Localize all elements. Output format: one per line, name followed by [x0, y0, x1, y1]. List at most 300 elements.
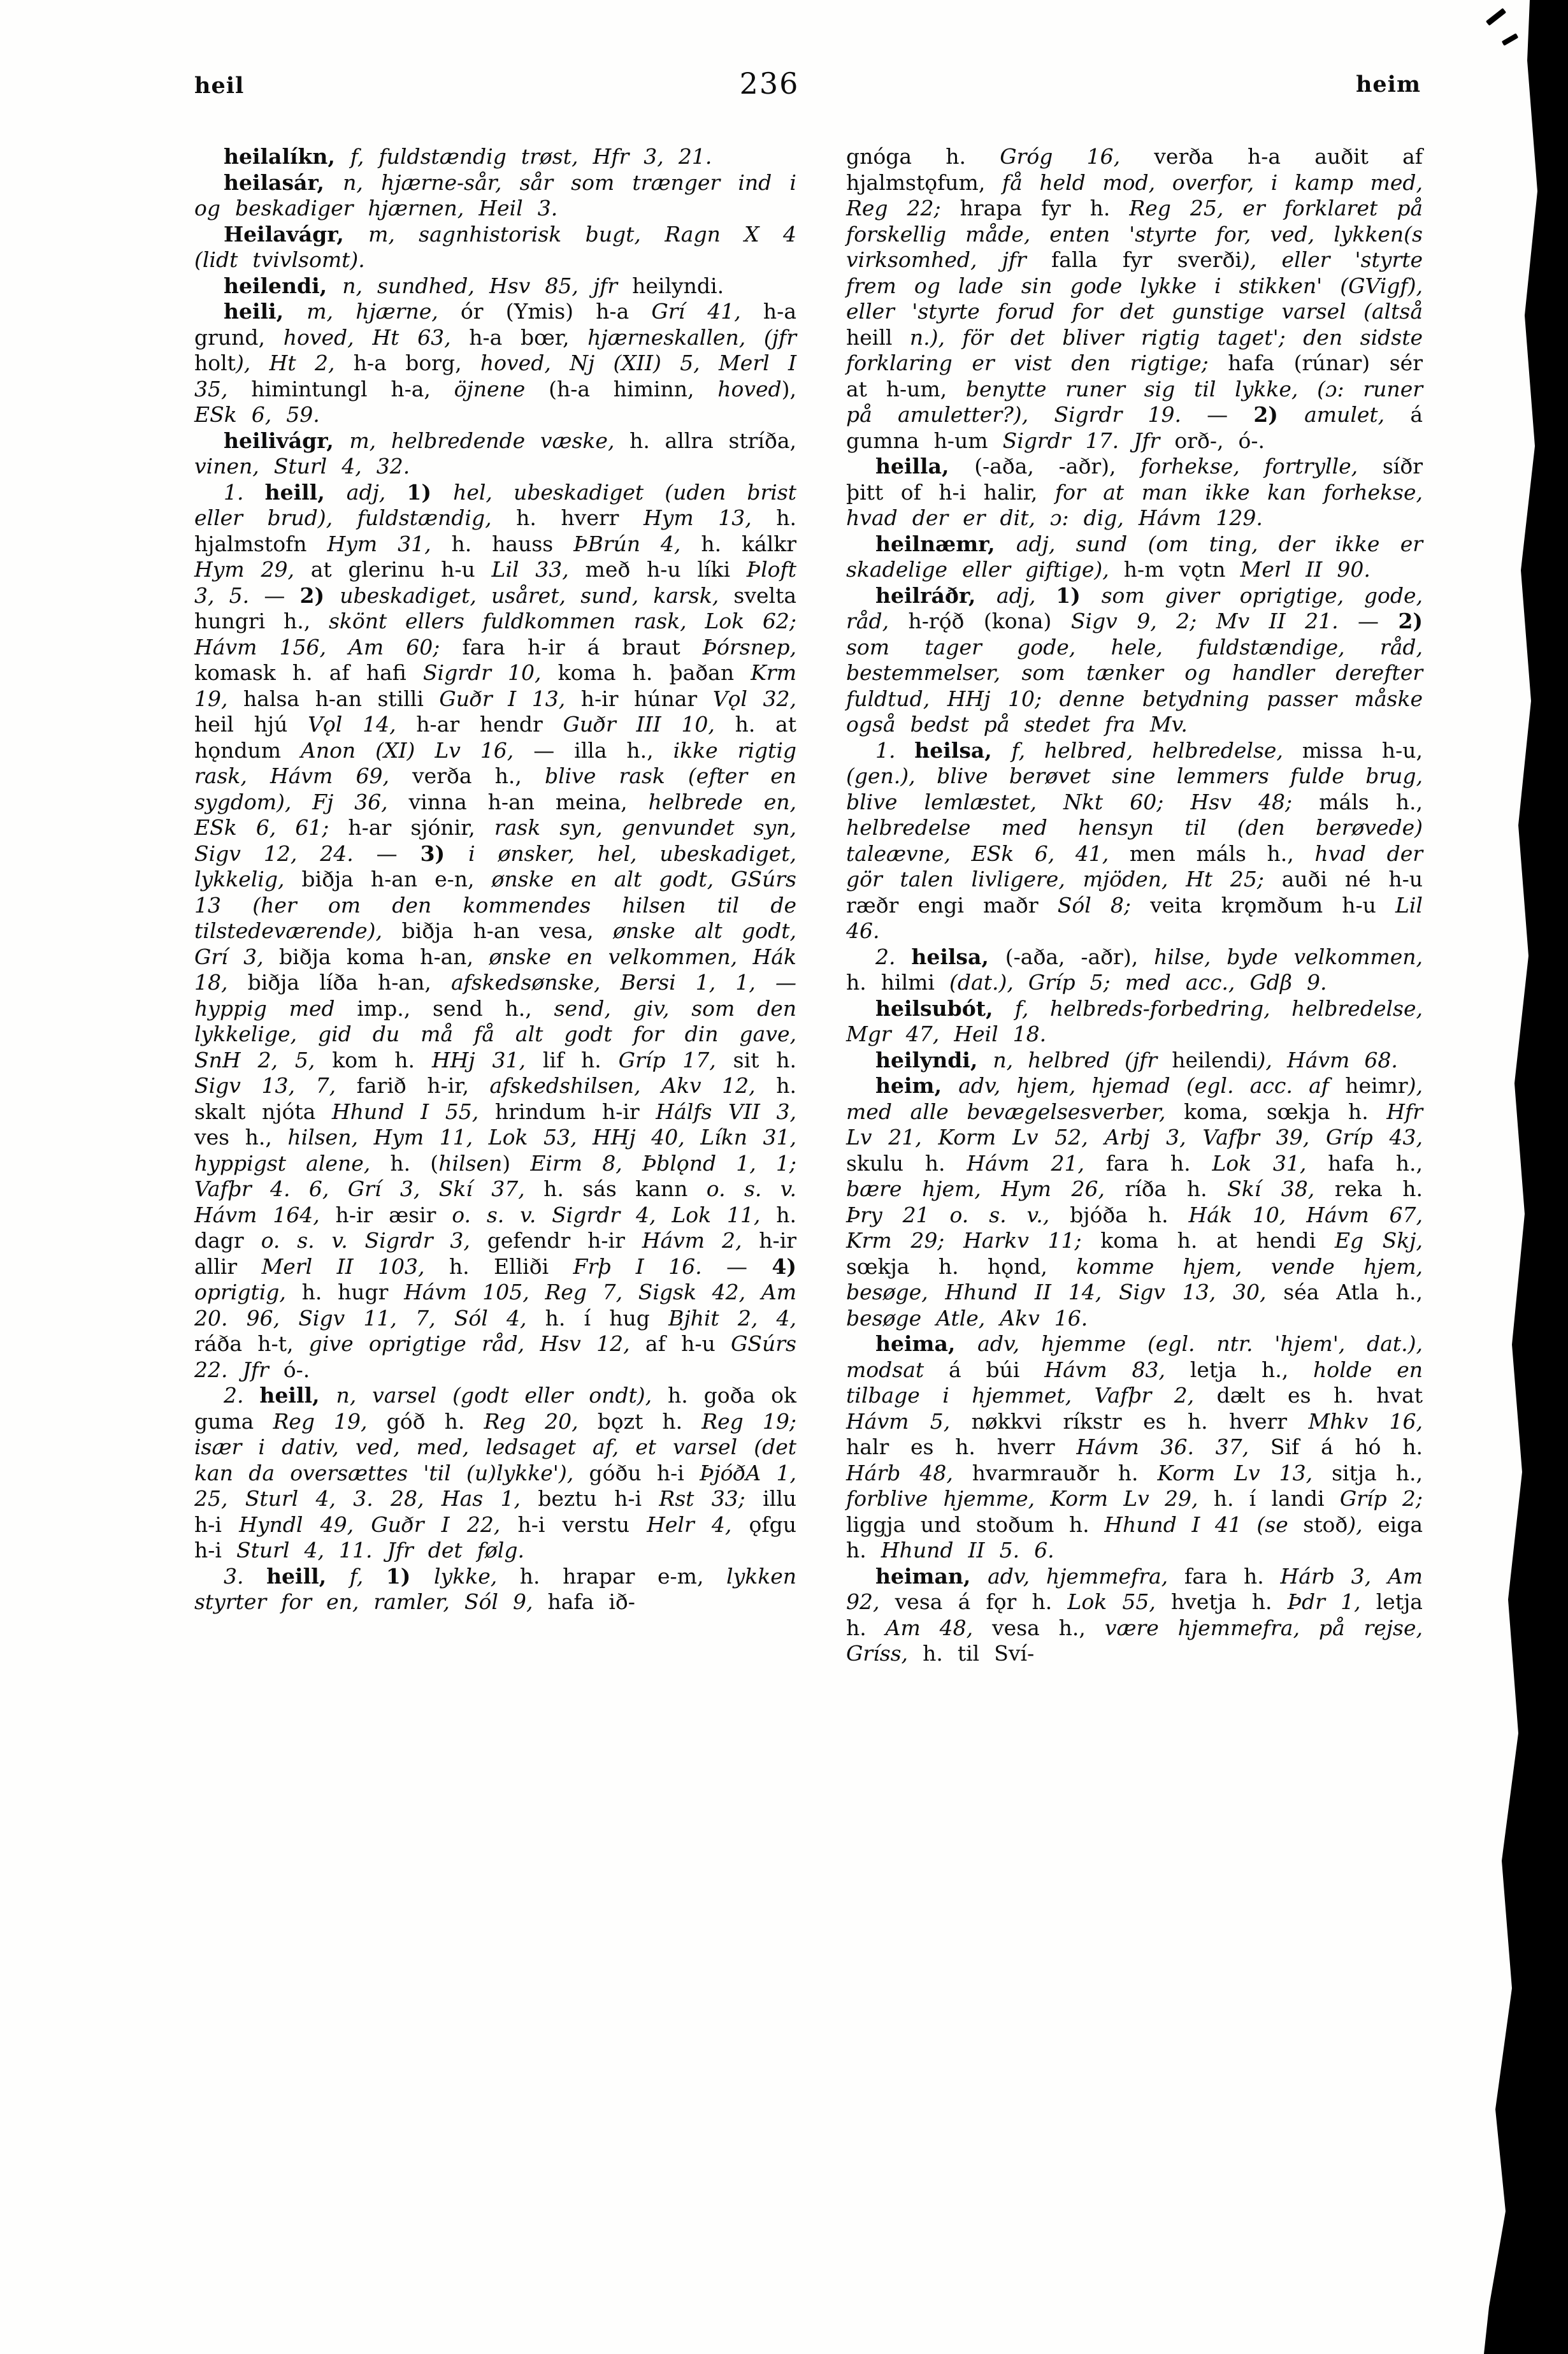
entry-text: men máls h.,	[1129, 841, 1315, 866]
dictionary-entry	[194, 273, 796, 300]
entry-text: séa Atla h.,	[1283, 1280, 1423, 1304]
entry-text: letja h.,	[1190, 1357, 1314, 1382]
entry-text: Gróg 16,	[1000, 144, 1154, 169]
entry-text: Sigrdr 10,	[422, 660, 558, 685]
entry-text: fara h-ir á braut	[462, 634, 703, 660]
headword: heilalíkn,	[224, 144, 350, 169]
entry-text: HHj 31,	[431, 1047, 543, 1072]
entry-text: heill	[846, 324, 910, 350]
entry-text: n, helbred (jfr	[993, 1047, 1172, 1072]
entry-text: biðja líða h-an,	[247, 970, 451, 995]
entry-text: með h-u líki	[585, 557, 747, 582]
entry-text: himintungl h-a,	[251, 376, 454, 401]
entry-text: (h-a himinn,	[549, 376, 718, 401]
scan-speck	[1486, 8, 1506, 25]
entry-text: vesa h.,	[992, 1615, 1105, 1640]
entry-text: falla fyr sverði	[1051, 247, 1242, 272]
entry-text: for at man ikke kan forhekse, hvad der er dit, ɔ: dig, Hávm 129.	[846, 479, 1423, 530]
entry-text: öjnene	[454, 376, 549, 401]
entry-text: Hárb 3, Am 92,	[846, 1563, 1423, 1614]
entry-text: 3.	[224, 1563, 267, 1589]
headword: heilsubót,	[875, 995, 1015, 1021]
entry-text: liggja und stoðum h.	[846, 1512, 1105, 1537]
entry-text: ÞjóðA 1, 25, Sturl 4, 3. 28, Has 1,	[194, 1460, 796, 1511]
entry-text: h. hrapar e-m,	[519, 1563, 727, 1589]
entry-text: biðja koma h-an,	[279, 944, 489, 969]
entry-text: Hym 31,	[327, 531, 452, 556]
entry-text: eiga h.	[846, 1512, 1423, 1563]
entry-text: h. til Sví-	[923, 1641, 1035, 1666]
entry-text: (-aða, -aðr),	[974, 454, 1141, 479]
entry-text: auði né h-u ræðr engi maðr	[846, 867, 1423, 918]
entry-text: halr es h. hverr	[846, 1434, 1077, 1459]
headword: heill,	[264, 479, 347, 505]
entry-text: á gumna h-um	[846, 402, 1423, 453]
entry-text: )	[502, 1150, 531, 1176]
entry-text: ønske en alt godt, GSúrs 13 (her om den kommendes hilsen til de tilstedeværende),	[194, 867, 796, 943]
entry-text: h. hilmi	[846, 970, 950, 995]
entry-text: h-ir allir	[194, 1228, 797, 1279]
entry-text: h. skalt njóta	[194, 1073, 796, 1124]
entry-text: h. Elliði	[449, 1253, 573, 1279]
entry-text: bǫzt h.	[597, 1408, 702, 1434]
entry-text: góðu h-i	[589, 1460, 700, 1485]
entry-text: h-ir æsir	[335, 1202, 452, 1227]
entry-text: Guðr III 10,	[563, 712, 735, 737]
entry-text: m, helbredende væske,	[349, 428, 630, 453]
entry-text: Hfr Lv 21, Korm Lv 52, Arbj 3, Vafþr 39, Gríp 43,	[846, 1099, 1423, 1150]
entry-text: helbredelse med hensyn til (den berøvede) taleævne, ESk 6, 41,	[846, 815, 1423, 866]
entry-text: vesa á fǫr h.	[895, 1589, 1068, 1614]
entry-text: helbrede en, ESk 6, 61;	[194, 789, 796, 840]
entry-text: Sigv 9, 2; Mv II 21.	[1070, 609, 1358, 633]
entry-text: ves h.,	[194, 1125, 288, 1150]
entry-text: adv, hjemme (egl. ntr. 'hjem', dat.), modsat	[846, 1331, 1423, 1382]
entry-text: biðja h-an e-n,	[301, 867, 492, 892]
entry-text: verða h-a auðit af hjalmstǫfum,	[846, 144, 1423, 195]
dictionary-entry	[846, 1331, 1423, 1564]
headword: heilasár,	[224, 170, 343, 195]
entry-text: dælt es h. hvat	[1216, 1383, 1423, 1408]
dictionary-entry	[846, 944, 1423, 996]
entry-text: afskedsønske, Bersi 1, 1, — hyppig med	[194, 970, 797, 1021]
running-head-left: heil	[194, 73, 245, 99]
headword: heim,	[875, 1073, 959, 1098]
entry-text: Hhund I 41 (se	[1104, 1512, 1304, 1537]
entry-text: hoved, Ht 63,	[283, 324, 470, 350]
entry-text: Korm Lv 13,	[1157, 1460, 1332, 1485]
entry-text: Hym 13,	[643, 505, 777, 530]
entry-text: vinen, Sturl 4, 32.	[194, 454, 410, 479]
entry-text: forhekse, fortrylle,	[1140, 454, 1383, 479]
entry-text: holt	[194, 350, 236, 375]
entry-text: 2.	[224, 1383, 260, 1408]
dictionary-entry	[846, 144, 1423, 454]
entry-text: hilsen	[438, 1150, 503, 1176]
dictionary-entry	[846, 531, 1423, 583]
entry-text: hafa h.,	[1328, 1150, 1423, 1176]
entry-text: reka h.	[1334, 1176, 1423, 1201]
entry-text: Vǫl 14,	[308, 712, 417, 737]
entry-text: Hhund II 5. 6.	[881, 1538, 1054, 1563]
entry-text: ),	[1348, 1512, 1378, 1537]
entry-text: gnóga h.	[846, 144, 1000, 169]
entry-text: Eirm 8, Þblǫnd 1, 1; Vafþr 4. 6, Grí 3, Skí 37,	[194, 1150, 797, 1201]
headword: heiman,	[875, 1563, 988, 1589]
entry-text: Am 48,	[885, 1615, 993, 1640]
running-head-right: heim	[1355, 71, 1421, 97]
entry-text: komask h. af hafi	[194, 660, 423, 685]
entry-text: heilendi	[1172, 1047, 1258, 1072]
entry-text: Hávm 36. 37,	[1076, 1434, 1270, 1459]
entry-text: Guðr I 13,	[439, 686, 581, 711]
entry-text: hel, ubeskadiget (uden brist eller brud), fuldstændig,	[194, 479, 796, 530]
entry-text: hrindum h-ir	[494, 1099, 656, 1124]
entry-text: Hym 29,	[194, 557, 311, 582]
entry-text: Mhkv 16,	[1308, 1408, 1423, 1434]
entry-text: hjærneskallen, (jfr	[587, 324, 796, 350]
entry-text: heil hjú	[194, 712, 308, 737]
entry-text: stoð	[1303, 1512, 1348, 1537]
entry-text: Reg 25, er forklaret på forskellig måde, enten 'styrte for, ved, lykken(s virksomhed, jfr	[846, 196, 1423, 272]
entry-text: h-rǫ́ð (kona)	[908, 609, 1071, 633]
entry-text: Lok 55,	[1067, 1589, 1172, 1614]
entry-text: Merl II 90.	[1240, 557, 1370, 582]
entry-text: o. s. v. Sigrdr 4, Lok 11,	[452, 1202, 777, 1227]
entry-text: adv, hjemmefra,	[988, 1563, 1184, 1589]
entry-text: (gen.), blive berøvet sine lemmers fulde brug, blive lemlæstet, Nkt 60; Hsv 48;	[846, 763, 1423, 814]
entry-text: Hávm 83,	[1044, 1357, 1190, 1382]
headword: heilsa,	[914, 737, 1012, 763]
headword: heili,	[224, 299, 307, 324]
entry-text: Krm 19,	[194, 660, 796, 711]
entry-text: Reg 19; især i dativ, ved, med, ledsaget af, et varsel (det kan da oversættes 'til (u)lykke'),	[194, 1408, 797, 1485]
dictionary-entry	[846, 1073, 1423, 1331]
headword: heill,	[266, 1563, 350, 1589]
entry-text: Sturl 4, 11. Jfr det følg.	[236, 1538, 524, 1563]
entry-text: (-aða, -aðr),	[1005, 944, 1154, 969]
entry-text: Sif á hó h.	[1270, 1434, 1423, 1459]
entry-text: h-m vǫtn	[1123, 557, 1241, 582]
entry-text: máls h.,	[1319, 789, 1423, 814]
entry-text: Vǫl 32,	[712, 686, 796, 711]
headword: heilyndi,	[875, 1047, 993, 1072]
entry-text: Lil 46.	[846, 892, 1423, 943]
entry-text: besøge Atle, Akv 16.	[846, 1305, 1088, 1331]
entry-text: — illa h.,	[533, 737, 673, 763]
entry-text: ønske alt godt, Grí 3,	[194, 918, 797, 969]
entry-text: give oprigtige råd, Hsv 12,	[308, 1331, 645, 1356]
headword: heilendi,	[224, 273, 343, 298]
entry-text: nøkkvi ríkstr es h. hverr	[971, 1408, 1309, 1434]
entry-text: heilyndi.	[632, 273, 724, 298]
dictionary-entry	[846, 454, 1423, 531]
entry-text: Hávm 21,	[967, 1150, 1106, 1176]
headword: heilráðr,	[875, 582, 997, 608]
entry-text: af h-u	[645, 1331, 731, 1356]
headword: Heilavágr,	[224, 221, 369, 247]
entry-text: blive rask (efter en sygdom), Fj 36,	[194, 763, 796, 814]
entry-text: rask syn, genvundet syn, Sigv 12, 24.	[194, 815, 796, 866]
headword: heill,	[259, 1383, 336, 1408]
entry-text: adj, sund (om ting, der ikke er skadelige eller giftige),	[846, 531, 1423, 582]
column-left	[194, 144, 796, 1667]
headword: 2)	[299, 582, 340, 608]
entry-text: kom h.	[332, 1047, 432, 1072]
entry-text: h-a borg,	[353, 350, 480, 375]
entry-text: ÞBrún 4,	[573, 531, 701, 556]
entry-text: Grí 41,	[651, 299, 763, 324]
entry-text: vinna h-an meina,	[408, 789, 649, 814]
dictionary-entry	[846, 583, 1423, 738]
entry-text: Frþ I 16.	[573, 1253, 727, 1279]
entry-text: h. goða ok guma	[194, 1383, 796, 1434]
entry-text: benytte runer sig til lykke, (ɔ: runer på amuletter?), Sigrdr 19.	[846, 376, 1423, 427]
entry-text: missa h-u,	[1302, 737, 1423, 763]
entry-text: illu h-i	[194, 1486, 797, 1537]
entry-text: ikke rigtig rask, Hávm 69,	[194, 737, 796, 788]
entry-text: h. sás kann	[543, 1176, 707, 1201]
dictionary-entry	[846, 738, 1423, 944]
entry-text: ubeskadiget, usåret, sund, karsk,	[340, 582, 734, 608]
entry-text: bære hjem, Hym 26,	[846, 1176, 1125, 1201]
entry-text: —	[1358, 609, 1399, 633]
entry-text: f, helbred, helbredelse,	[1011, 737, 1302, 763]
entry-text: orð-, ó-.	[1174, 428, 1265, 453]
entry-text: sit h.	[733, 1047, 797, 1072]
entry-text: Helr 4,	[647, 1512, 749, 1537]
entry-text: ønske en velkommen, Hák 18,	[194, 944, 796, 995]
entry-text: h. (	[390, 1150, 439, 1176]
entry-text: komme hjem, vende hjem, besøge, Hhund II 14, Sigv 13, 30,	[846, 1253, 1423, 1304]
headword: heilnæmr,	[875, 531, 1016, 556]
entry-text: h. hjalmstofn	[194, 505, 796, 556]
page-number: 236	[739, 66, 800, 101]
entry-text: h-i verstu	[517, 1512, 647, 1537]
entry-text: i ønsker, hel, ubeskadiget, lykkelig,	[194, 841, 797, 892]
entry-text: adj,	[996, 582, 1056, 608]
entry-text: góð h.	[386, 1408, 484, 1434]
entry-text: Sigv 13, 7,	[194, 1073, 357, 1098]
entry-text: oprigtig,	[194, 1280, 302, 1304]
entry-text: hvad der gör talen livligere, mjöden, Ht 25;	[846, 841, 1423, 892]
scan-speck	[1502, 33, 1519, 46]
entry-text: letja h.	[846, 1589, 1423, 1640]
headword: 2)	[1398, 609, 1423, 633]
entry-text: n, hjærne-sår, sår som trænger ind i og beskadiger hjærnen, Heil 3.	[194, 170, 796, 220]
entry-text: Lok 31,	[1212, 1150, 1328, 1176]
entry-text: Gríp 17,	[618, 1047, 733, 1072]
headword: 1)	[1056, 582, 1102, 608]
entry-text: biðja h-an vesa,	[401, 918, 614, 943]
entry-text: skönt ellers fuldkommen rask, Lok 62; Hávm 156, Am 60;	[194, 609, 796, 660]
entry-text: Þdr 1,	[1287, 1589, 1376, 1614]
dictionary-entry	[194, 1383, 796, 1564]
entry-text: hoved	[717, 376, 782, 401]
entry-text: adj,	[346, 479, 407, 505]
entry-text: farið h-ir,	[356, 1073, 490, 1098]
entry-text: hafa (rúnar) sér at h-um,	[846, 350, 1423, 401]
entry-text: h. allra stríða,	[629, 428, 797, 453]
dictionary-entry	[194, 428, 796, 480]
entry-text: hvarmrauðr h.	[972, 1460, 1158, 1485]
entry-text: f, helbreds-forbedring, helbredelse, Mgr 47, Heil 18.	[846, 995, 1423, 1046]
entry-text: Reg 19,	[273, 1408, 387, 1434]
entry-text: send, giv, som den lykkelige, gid du må få alt godt for din gave, SnH 2, 5,	[194, 995, 796, 1072]
entry-text: h-a grund,	[194, 299, 796, 350]
entry-text: 1.	[875, 737, 915, 763]
entry-text: hilse, byde velkommen,	[1154, 944, 1423, 969]
entry-text: få held mod, overfor, i kamp med, Reg 22;	[846, 170, 1423, 220]
entry-text: 2.	[875, 944, 912, 969]
entry-text: som giver oprigtige, gode, råd,	[846, 582, 1423, 633]
entry-text: amulet,	[1304, 402, 1411, 427]
entry-text: at glerinu h-u	[310, 557, 492, 582]
entry-text: h. at hǫndum	[194, 712, 796, 763]
entry-text: Hák 10, Hávm 67, Krm 29; Harkv 11;	[846, 1202, 1423, 1253]
entry-text: n, varsel (godt eller ondt),	[336, 1383, 668, 1408]
entry-text: lykke,	[434, 1563, 520, 1589]
running-header	[194, 66, 1421, 111]
entry-text: ó-.	[283, 1357, 310, 1382]
dictionary-entry	[846, 1048, 1423, 1074]
dictionary-entry	[194, 170, 796, 222]
entry-text: ), eller 'styrte frem og lade sin gode lykke i stikken' (GVigf), eller 'styrte forud for det gunstige varsel (altså	[846, 247, 1423, 324]
entry-text: Hávm 2,	[642, 1228, 759, 1253]
entry-text: Hávm 105, Reg 7, Sigsk 42, Am 20. 96, Sigv 11, 7, Sól 4,	[194, 1280, 796, 1331]
entry-text: Rst 33;	[659, 1486, 763, 1511]
entry-text: hafa ið-	[547, 1589, 635, 1614]
entry-text: —	[376, 841, 421, 866]
entry-text: koma h. at hendi	[1100, 1228, 1335, 1253]
entry-text: Hyndl 49, Guðr I 22,	[239, 1512, 518, 1537]
dictionary-entry	[194, 1564, 796, 1615]
entry-text: koma, sœkja h.	[1184, 1099, 1387, 1124]
headword: 1)	[406, 479, 454, 505]
column-right	[846, 144, 1423, 1667]
dictionary-entry	[846, 1564, 1423, 1667]
entry-text: GSúrs 22. Jfr	[194, 1331, 796, 1382]
entry-text: sœkja h. hǫnd,	[846, 1253, 1077, 1279]
entry-text: holde en tilbage i hjemmet, Vafþr 2,	[846, 1357, 1423, 1408]
entry-text: ór (Ymis) h-a	[460, 299, 652, 324]
text-columns	[194, 144, 1423, 1667]
entry-text: som tager gode, hele, fuldstændige, råd, bestemmelser, som tænker og handler derefter fuldtud, HHj 10; denne betydning passer måske også bedst på stedet fra Mv.	[846, 634, 1423, 737]
headword: heima,	[875, 1331, 978, 1356]
entry-text: á búi	[949, 1357, 1045, 1382]
headword: heilivágr,	[224, 428, 350, 453]
entry-text: h-ar hendr	[416, 712, 563, 737]
entry-text: Anon (XI) Lv 16,	[300, 737, 534, 763]
entry-text: —	[726, 1253, 772, 1279]
entry-text: h. hugr	[301, 1280, 405, 1304]
entry-text: h. hauss	[451, 531, 574, 556]
entry-text: halsa h-an stilli	[243, 686, 440, 711]
entry-text: Reg 20,	[484, 1408, 598, 1434]
dictionary-entry	[194, 144, 796, 170]
entry-text: m, sagnhistorisk bugt, Ragn X 4 (lidt tvivlsomt).	[194, 221, 796, 272]
entry-text: forblive hjemme, Korm Lv 29,	[846, 1486, 1214, 1511]
entry-text: Bjhit 2, 4,	[668, 1305, 796, 1331]
entry-text: m, hjærne,	[306, 299, 461, 324]
entry-text: ǫfgu h-i	[194, 1512, 796, 1563]
entry-text: beztu h-i	[538, 1486, 659, 1511]
entry-text: h. í hug	[545, 1305, 669, 1331]
entry-text: hoved, Nj (XII) 5, Merl I 35,	[194, 350, 796, 401]
entry-text: Þórsnep,	[702, 634, 797, 660]
entry-text: 1.	[224, 479, 265, 505]
entry-text: Merl II 103,	[261, 1253, 449, 1279]
entry-text: Þry 21 o. s. v.,	[846, 1202, 1070, 1227]
entry-text: hilsen, Hym 11, Lok 53, HHj 40, Líkn 31, hyppigst alene,	[194, 1125, 796, 1176]
entry-text: ), Hávm 68.	[1257, 1047, 1398, 1072]
entry-text: n.), för det bliver rigtig taget'; den sidste forklaring er vist den rigtige;	[846, 324, 1423, 375]
entry-text: sitja h.,	[1332, 1460, 1423, 1485]
entry-text: —	[1207, 402, 1254, 427]
headword: heilsa,	[911, 944, 1005, 969]
headword: 3)	[420, 841, 469, 866]
entry-text: h-a bœr,	[469, 324, 588, 350]
entry-text: Sól 8;	[1057, 892, 1151, 918]
dictionary-entry	[194, 222, 796, 273]
entry-text: ),	[781, 376, 796, 401]
entry-text: h. dagr	[194, 1202, 796, 1253]
entry-text: Hálfs VII 3,	[656, 1099, 796, 1124]
entry-text: heimr	[1345, 1073, 1408, 1098]
entry-text: o. s. v. Sigrdr 3,	[261, 1228, 487, 1253]
entry-text: gefendr h-ir	[487, 1228, 642, 1253]
entry-text: síðr þitt of h-i halir,	[846, 454, 1423, 505]
entry-text: bjóða h.	[1070, 1202, 1189, 1227]
entry-text: svelta hungri h.,	[194, 582, 797, 633]
entry-text: hvetja h.	[1171, 1589, 1288, 1614]
entry-text: skulu h.	[846, 1150, 967, 1176]
headword: 1)	[385, 1563, 434, 1589]
entry-text: f, fuldstændig trøst, Hfr 3, 21.	[350, 144, 712, 169]
entry-text: hrapa fyr h.	[960, 196, 1130, 220]
entry-text: Hárb 48,	[846, 1460, 972, 1485]
entry-text: h-ar sjónir,	[348, 815, 494, 840]
entry-text: Lil 33,	[491, 557, 586, 582]
entry-text: —	[264, 582, 300, 608]
entry-text: h. hverr	[516, 505, 644, 530]
dictionary-entry	[194, 480, 796, 1383]
entry-text: Gríp 2;	[1339, 1486, 1423, 1511]
entry-text: n, sundhed, Hsv 85, jfr	[342, 273, 633, 298]
entry-text: h. í landi	[1213, 1486, 1340, 1511]
entry-text: o. s. v. Hávm 164,	[194, 1176, 797, 1227]
entry-text: veita krǫmðum h-u	[1150, 892, 1395, 918]
entry-text: h-ir húnar	[580, 686, 713, 711]
entry-text: koma h. þaðan	[557, 660, 751, 685]
entry-text: Þloft 3, 5.	[194, 557, 796, 608]
headword: 4)	[772, 1253, 796, 1279]
entry-text: Skí 38,	[1227, 1176, 1335, 1201]
entry-text: verða h.,	[412, 763, 545, 788]
entry-text: ), Ht 2,	[235, 350, 354, 375]
entry-text: Hhund I 55,	[331, 1099, 495, 1124]
entry-text: være hjemmefra, på rejse, Gríss,	[846, 1615, 1423, 1666]
entry-text: Sigrdr 17. Jfr	[1002, 428, 1175, 453]
entry-text: Eg Skj,	[1334, 1228, 1423, 1253]
entry-text: fara h.	[1184, 1563, 1281, 1589]
entry-text: ráða h-t,	[194, 1331, 309, 1356]
headword: heilla,	[875, 454, 975, 479]
dictionary-entry	[194, 299, 796, 428]
headword: 2)	[1253, 402, 1305, 427]
dictionary-entry	[846, 996, 1423, 1048]
entry-text: Hávm 5,	[846, 1408, 972, 1434]
